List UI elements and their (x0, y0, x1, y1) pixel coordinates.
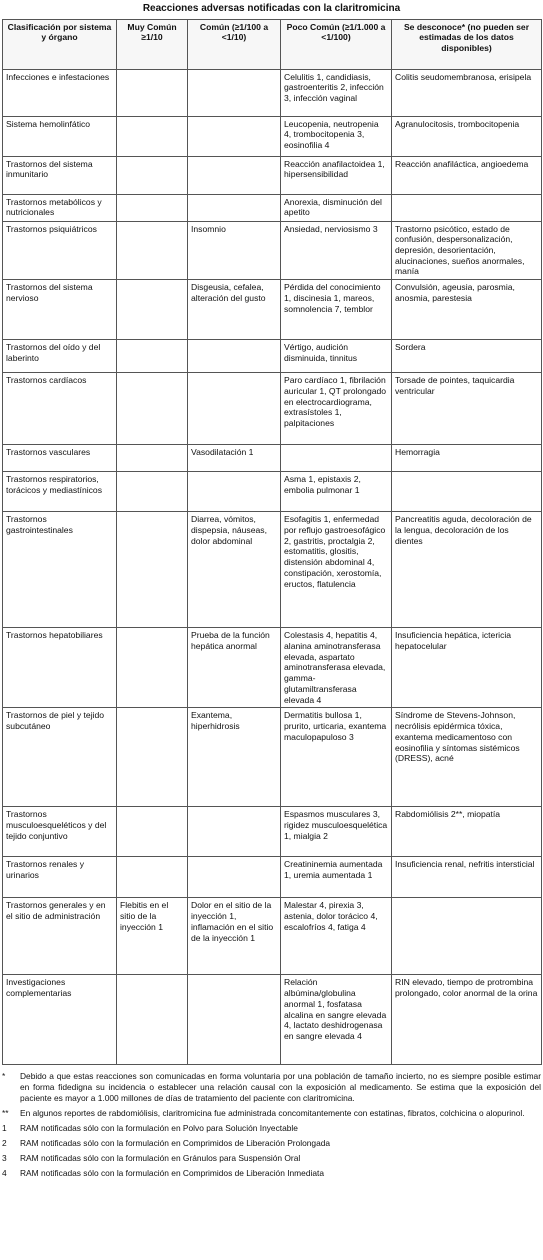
frequency-cell: Paro cardíaco 1, fibrilación auricular 1, QT prolongado en electrocardiograma, extrasístoles 1, palpitaciones (281, 373, 392, 445)
organ-class-cell: Trastornos renales y urinarios (3, 857, 117, 898)
frequency-cell (392, 194, 542, 221)
footnote-marker: ** (2, 1108, 9, 1119)
frequency-cell: Vasodilatación 1 (188, 445, 281, 472)
frequency-cell: Insomnio (188, 221, 281, 280)
frequency-cell: Convulsión, ageusia, parosmia, anosmia, parestesia (392, 280, 542, 340)
frequency-cell (117, 807, 188, 857)
adverse-reactions-table (2, 19, 542, 1066)
footnote-text: RAM notificadas sólo con la formulación en Polvo para Solución Inyectable (20, 1123, 298, 1133)
frequency-cell (188, 857, 281, 898)
footnote-text: RAM notificadas sólo con la formulación en Comprimidos de Liberación Inmediata (20, 1167, 324, 1178)
frequency-cell (117, 221, 188, 280)
table-row (3, 708, 542, 807)
organ-class-cell: Trastornos de piel y tejido subcutáneo (3, 708, 117, 807)
frequency-cell (188, 807, 281, 857)
frequency-cell (188, 472, 281, 512)
frequency-cell: Ansiedad, nerviosismo 3 (281, 221, 392, 280)
organ-class-cell: Trastornos cardíacos (3, 373, 117, 445)
column-header: Muy Común ≥1/10 (117, 19, 188, 69)
organ-class-cell: Trastornos del sistema nervioso (3, 280, 117, 340)
table-row (3, 194, 542, 221)
footnote-text: RAM notificadas sólo con la formulación en Gránulos para Suspensión Oral (20, 1152, 301, 1163)
organ-class-cell: Trastornos vasculares (3, 445, 117, 472)
footnote (2, 1071, 541, 1104)
footnote (2, 1123, 541, 1134)
frequency-cell: Celulitis 1, candidiasis, gastroenteritis 2, infección 3, infección vaginal (281, 69, 392, 116)
organ-class-cell: Trastornos musculoesqueléticos y del tejido conjuntivo (3, 807, 117, 857)
frequency-cell: Relación albúmina/globulina anormal 1, fosfatasa alcalina en sangre elevada 4, lactato deshidrogenasa en sangre elevada 4 (281, 975, 392, 1065)
frequency-cell: Leucopenia, neutropenia 4, trombocitopenia 3, eosinofilia 4 (281, 116, 392, 156)
frequency-cell: Sordera (392, 340, 542, 373)
column-header: Se desconoce* (no pueden ser estimadas de los datos disponibles) (392, 19, 542, 69)
frequency-cell: Espasmos musculares 3, rigidez musculoesquelética 1, mialgia 2 (281, 807, 392, 857)
frequency-cell (392, 472, 542, 512)
frequency-cell (117, 116, 188, 156)
footnote-marker: * (2, 1071, 6, 1082)
frequency-cell: Prueba de la función hepática anormal (188, 628, 281, 708)
frequency-cell: Hemorragia (392, 445, 542, 472)
table-title: Reacciones adversas notificadas con la claritromicina (142, 3, 401, 14)
footnote-marker: 4 (2, 1167, 7, 1178)
column-header: Clasificación por sistema y órgano (3, 19, 117, 69)
organ-class-cell: Investigaciones complementarias (3, 975, 117, 1065)
frequency-cell: Exantema, hiperhidrosis (188, 708, 281, 807)
table-row (3, 628, 542, 708)
table-header-row (3, 19, 542, 69)
frequency-cell (281, 445, 392, 472)
frequency-cell (117, 512, 188, 628)
frequency-cell (188, 975, 281, 1065)
footnote-text: RAM notificadas sólo con la formulación en Comprimidos de Liberación Prolongada (20, 1137, 331, 1148)
frequency-cell (188, 194, 281, 221)
frequency-cell (188, 156, 281, 194)
footnote (2, 1168, 541, 1179)
frequency-cell: Rabdomiólisis 2**, miopatía (392, 807, 542, 857)
table-row (3, 975, 542, 1065)
footnote-marker: 3 (2, 1152, 7, 1163)
frequency-cell (392, 898, 542, 975)
table-row (3, 373, 542, 445)
table-row (3, 69, 542, 116)
frequency-cell: Síndrome de Stevens-Johnson, necrólisis epidérmica tóxica, exantema medicamentoso con eosinofilia y síntomas sistémicos (DRESS), acné (392, 708, 542, 807)
footnote-marker: 1 (2, 1123, 7, 1133)
table-row (3, 472, 542, 512)
frequency-cell: Anorexia, disminución del apetito (281, 194, 392, 221)
footnote-text: Debido a que estas reacciones son comunicadas en forma voluntaria por una población de tamaño incierto, no es siempre posible estimar en forma fidedigna su incidencia o establecer una relación causal con la exposición al medicamento. Se estima que la exposición del paciente es mayor a 1.000 millones de días de tratamiento del paciente con claritromicina. (20, 1071, 541, 1104)
footnote (2, 1108, 541, 1119)
frequency-cell (117, 156, 188, 194)
frequency-cell (188, 373, 281, 445)
frequency-cell (117, 194, 188, 221)
table-row (3, 340, 542, 373)
frequency-cell (117, 628, 188, 708)
table-row (3, 898, 542, 975)
frequency-cell (117, 472, 188, 512)
frequency-cell: Vértigo, audición disminuida, tinnitus (281, 340, 392, 373)
table-row (3, 807, 542, 857)
organ-class-cell: Sistema hemolinfático (3, 116, 117, 156)
column-header: Común (≥1/100 a <1/10) (188, 19, 281, 69)
organ-class-cell: Trastornos del oído y del laberinto (3, 340, 117, 373)
frequency-cell: Malestar 4, pirexia 3, astenia, dolor torácico 4, escalofríos 4, fatiga 4 (281, 898, 392, 975)
organ-class-cell: Trastornos generales y en el sitio de administración (3, 898, 117, 975)
frequency-cell (117, 340, 188, 373)
organ-class-cell: Trastornos psiquiátricos (3, 221, 117, 280)
organ-class-cell: Infecciones e infestaciones (3, 69, 117, 116)
organ-class-cell: Trastornos gastrointestinales (3, 512, 117, 628)
frequency-cell: RIN elevado, tiempo de protrombina prolongado, color anormal de la orina (392, 975, 542, 1065)
frequency-cell (117, 708, 188, 807)
frequency-cell: Agranulocitosis, trombocitopenia (392, 116, 542, 156)
column-header: Poco Común (≥1/1.000 a <1/100) (281, 19, 392, 69)
frequency-cell: Pérdida del conocimiento 1, discinesia 1, mareos, somnolencia 7, temblor (281, 280, 392, 340)
frequency-cell: Trastorno psicótico, estado de confusión, despersonalización, depresión, desorientación, alucinaciones, sueños anormales, manía (392, 221, 542, 280)
table-row (3, 512, 542, 628)
frequency-cell: Reacción anafilactoidea 1, hipersensibilidad (281, 156, 392, 194)
frequency-cell: Pancreatitis aguda, decoloración de la lengua, decoloración de los dientes (392, 512, 542, 628)
organ-class-cell: Trastornos hepatobiliares (3, 628, 117, 708)
footnote (2, 1153, 541, 1164)
frequency-cell: Insuficiencia renal, nefritis intersticial (392, 857, 542, 898)
frequency-cell: Dermatitis bullosa 1, prurito, urticaria, exantema maculopapuloso 3 (281, 708, 392, 807)
frequency-cell: Colitis seudomembranosa, erisipela (392, 69, 542, 116)
table-row (3, 156, 542, 194)
frequency-cell (188, 340, 281, 373)
frequency-cell (117, 445, 188, 472)
organ-class-cell: Trastornos metabólicos y nutricionales (3, 194, 117, 221)
footnotes (2, 1071, 541, 1178)
frequency-cell (188, 69, 281, 116)
frequency-cell: Torsade de pointes, taquicardia ventricular (392, 373, 542, 445)
frequency-cell: Insuficiencia hepática, ictericia hepatocelular (392, 628, 542, 708)
frequency-cell (117, 69, 188, 116)
frequency-cell (117, 857, 188, 898)
table-row (3, 857, 542, 898)
footnote (2, 1138, 541, 1149)
frequency-cell (188, 116, 281, 156)
footnote-text: En algunos reportes de rabdomiólisis, claritromicina fue administrada concomitantemente con estatinas, fibratos, colchicina o alopurinol. (20, 1108, 525, 1119)
organ-class-cell: Trastornos del sistema inmunitario (3, 156, 117, 194)
frequency-cell: Diarrea, vómitos, dispepsia, náuseas, dolor abdominal (188, 512, 281, 628)
table-row (3, 280, 542, 340)
frequency-cell: Esofagitis 1, enfermedad por reflujo gastroesofágico 2, gastritis, proctalgia 2, estomatitis, glositis, distensión abdominal 4, constipación, xerostomía, eructos, flatulencia (281, 512, 392, 628)
footnote-marker: 2 (2, 1137, 7, 1148)
frequency-cell (117, 975, 188, 1065)
frequency-cell: Reacción anafiláctica, angioedema (392, 156, 542, 194)
frequency-cell (117, 280, 188, 340)
frequency-cell (117, 373, 188, 445)
frequency-cell: Colestasis 4, hepatitis 4, alanina aminotransferasa elevada, aspartato aminotransferasa elevada, gamma-glutamiltransferasa elevada 4 (281, 628, 392, 708)
table-body (3, 69, 542, 1065)
frequency-cell: Flebitis en el sitio de la inyección 1 (117, 898, 188, 975)
frequency-cell: Creatininemia aumentada 1, uremia aumentada 1 (281, 857, 392, 898)
table-row (3, 445, 542, 472)
frequency-cell: Asma 1, epistaxis 2, embolia pulmonar 1 (281, 472, 392, 512)
organ-class-cell: Trastornos respiratorios, torácicos y mediastínicos (3, 472, 117, 512)
frequency-cell: Dolor en el sitio de la inyección 1, inflamación en el sitio de la inyección 1 (188, 898, 281, 975)
table-row (3, 221, 542, 280)
table-row (3, 116, 542, 156)
frequency-cell: Disgeusia, cefalea, alteración del gusto (188, 280, 281, 340)
